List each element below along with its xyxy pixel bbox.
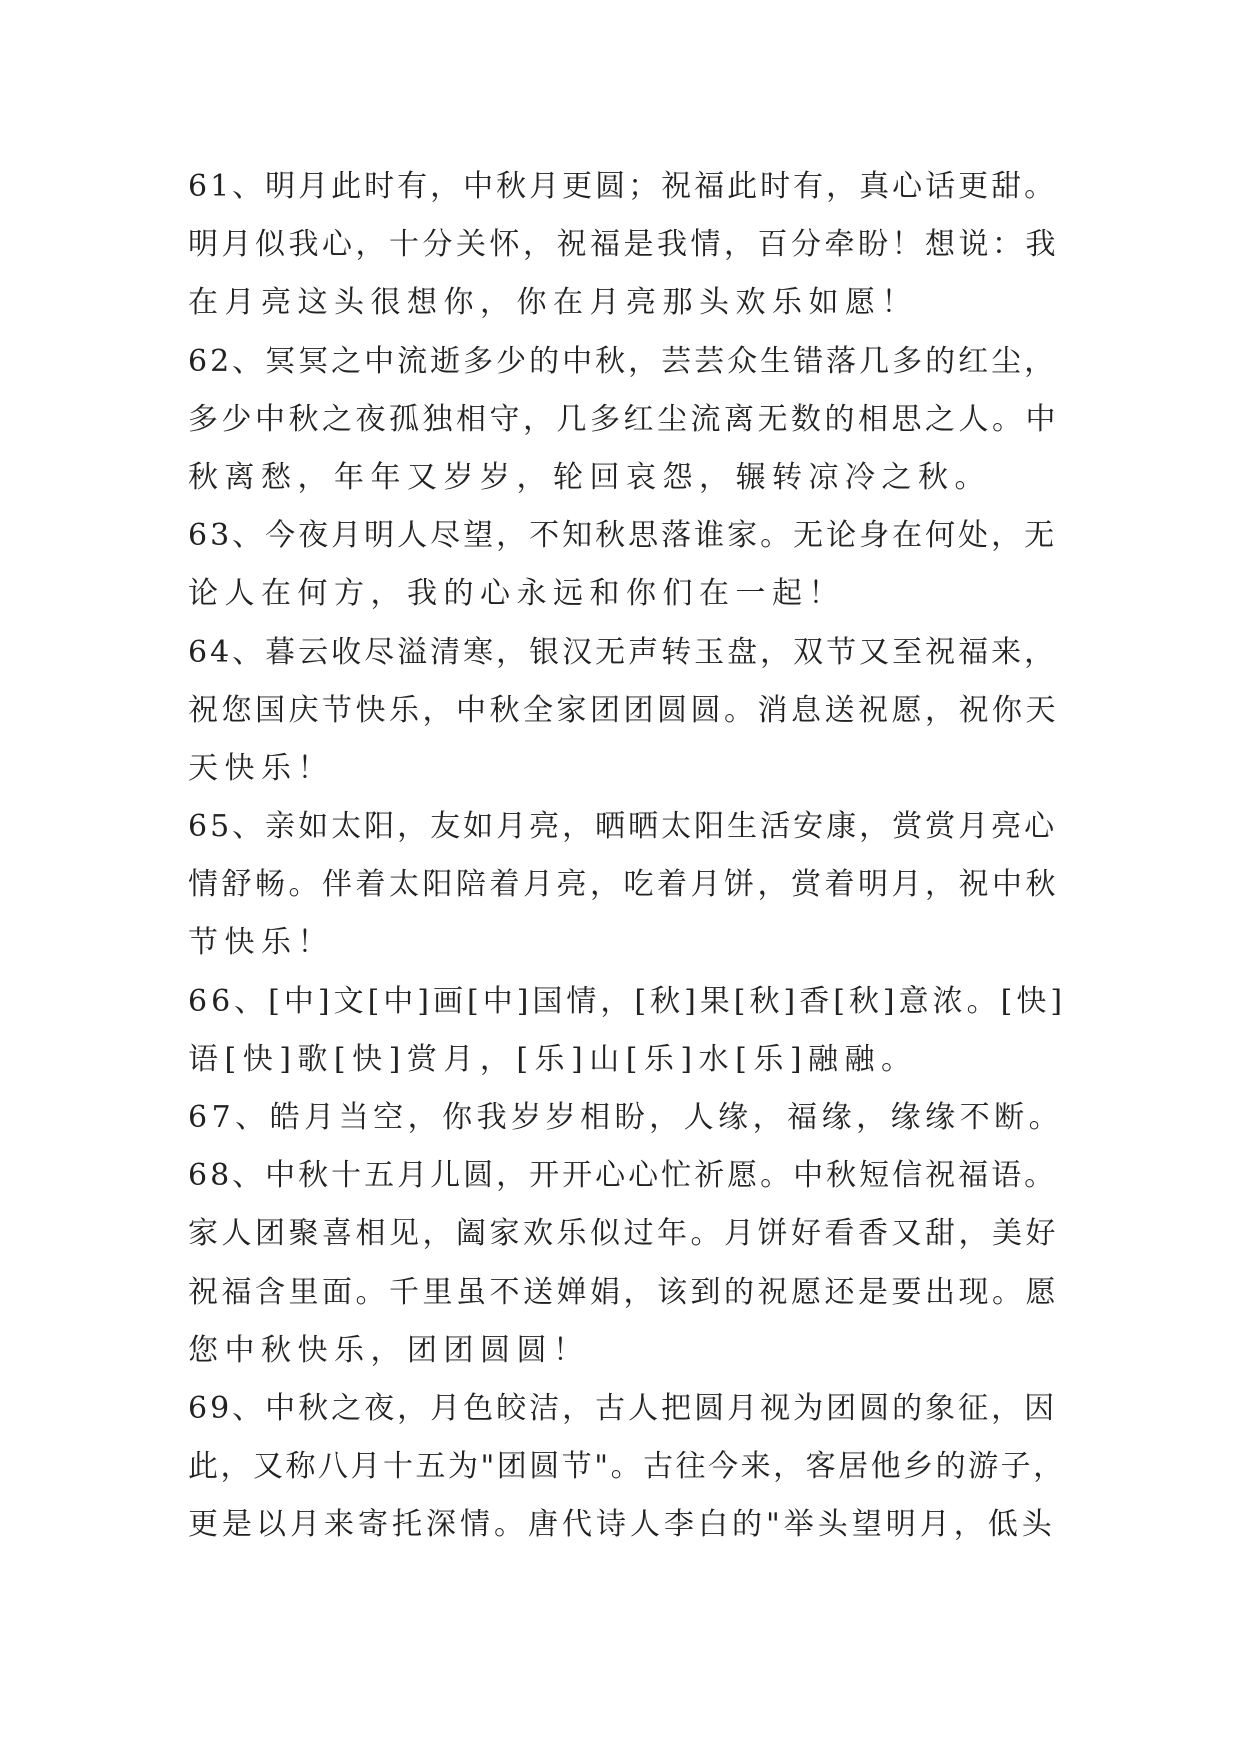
text-line: 情舒畅。伴着太阳陪着月亮，吃着月饼，赏着明月，祝中秋	[188, 867, 1059, 903]
paragraph-69	[188, 1380, 1068, 1555]
text-line: 在月亮这头很想你，你在月亮那头欢乐如愿！	[188, 285, 918, 321]
text-line: 明月似我心，十分关怀，祝福是我情，百分牵盼！想说：我	[188, 227, 1059, 263]
paragraph-66	[188, 973, 1068, 1089]
text-line: 65、亲如太阳，友如月亮，晒晒太阳生活安康，赏赏月亮心	[188, 809, 1058, 845]
text-line: 祝福含里面。千里虽不送婵娟，该到的祝愿还是要出现。愿	[188, 1274, 1059, 1310]
text-line: 家人团聚喜相见，阖家欢乐似过年。月饼好看香又甜，美好	[188, 1216, 1059, 1252]
paragraph-63	[188, 507, 1068, 623]
text-line: 更是以月来寄托深情。唐代诗人李白的"举头望明月，低头	[188, 1507, 1056, 1543]
paragraph-67	[188, 1089, 1068, 1147]
text-line: 67、皓月当空，你我岁岁相盼，人缘，福缘，缘缘不断。	[188, 1100, 1064, 1135]
text-line: 秋离愁，年年又岁岁，轮回哀怨，辗转凉冷之秋。	[188, 459, 991, 495]
text-line: 66、[中]文[中]画[中]国情，[秋]果[秋]香[秋]意浓。[快]	[188, 983, 1067, 1019]
text-line: 祝您国庆节快乐，中秋全家团团圆圆。消息送祝愿，祝你天	[188, 692, 1059, 728]
paragraph-61	[188, 158, 1068, 333]
text-line: 天快乐！	[188, 750, 334, 786]
text-line: 68、中秋十五月儿圆，开开心心忙祈愿。中秋短信祝福语。	[188, 1158, 1058, 1194]
text-line: 69、中秋之夜，月色皎洁，古人把圆月视为团圆的象征，因	[188, 1390, 1058, 1426]
text-line: 多少中秋之夜孤独相守，几多红尘流离无数的相思之人。中	[188, 401, 1059, 437]
text-line: 61、明月此时有，中秋月更圆；祝福此时有，真心话更甜。	[188, 169, 1058, 204]
paragraph-65	[188, 798, 1068, 973]
paragraph-64	[188, 624, 1068, 799]
text-line: 节快乐！	[188, 925, 334, 961]
text-line: 此，又称八月十五为"团圆节"。古往今来，客居他乡的游子，	[188, 1449, 1066, 1485]
text-line: 62、冥冥之中流逝多少的中秋，芸芸众生错落几多的红尘，	[188, 343, 1058, 379]
paragraph-62	[188, 333, 1068, 508]
text-line: 64、暮云收尽溢清寒，银汉无声转玉盘，双节又至祝福来，	[188, 634, 1058, 670]
text-line: 语[快]歌[快]赏月，[乐]山[乐]水[乐]融融。	[188, 1041, 918, 1077]
text-line: 论人在何方，我的心永远和你们在一起！	[188, 576, 845, 612]
document-body	[188, 158, 1068, 1555]
text-line: 您中秋快乐，团团圆圆！	[188, 1332, 590, 1368]
paragraph-68	[188, 1147, 1068, 1380]
text-line: 63、今夜月明人尽望，不知秋思落谁家。无论身在何处，无	[188, 518, 1058, 554]
